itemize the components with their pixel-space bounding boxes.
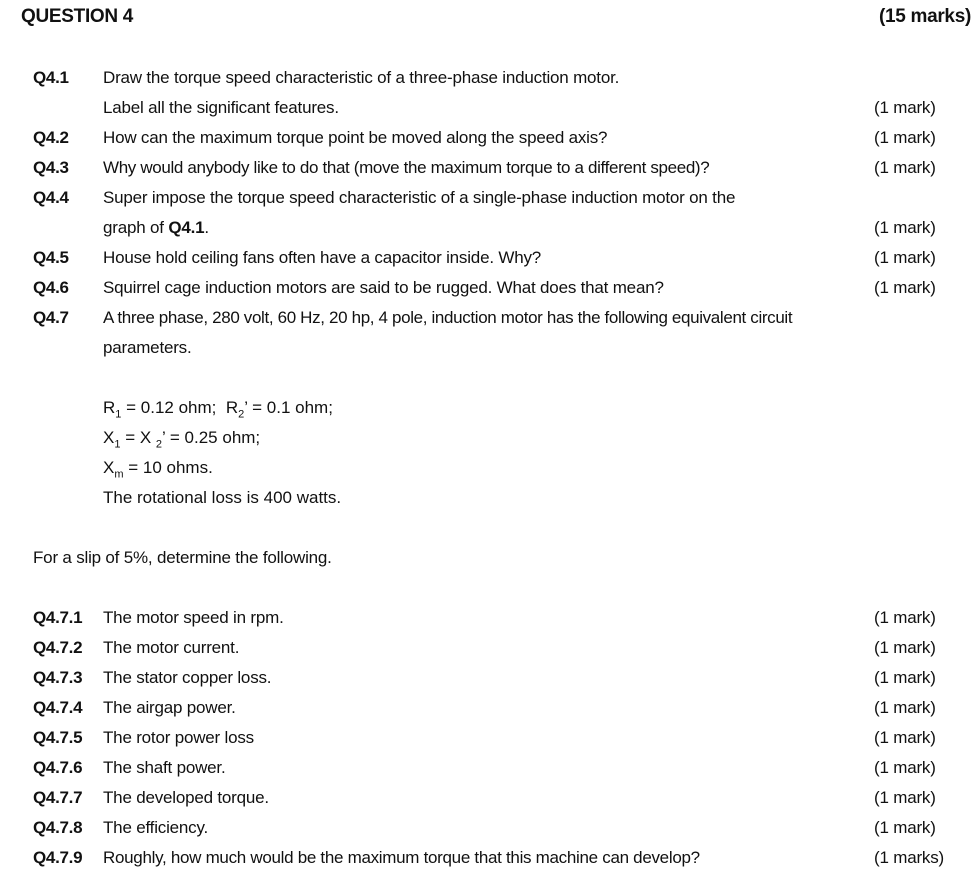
subquestion-mark: (1 mark) bbox=[874, 788, 936, 807]
x2-value: ’ = 0.25 ohm; bbox=[162, 428, 261, 447]
x1-symbol: X bbox=[103, 428, 115, 447]
subquestion-mark: (1 marks) bbox=[874, 848, 944, 867]
question-reference: Q4.1 bbox=[168, 218, 205, 237]
question-text: Why would anybody like to do that (move the maximum torque to a different speed)? bbox=[103, 158, 710, 177]
subquestion-number: Q4.7.9 bbox=[33, 848, 83, 867]
question-title: QUESTION 4 bbox=[21, 6, 134, 27]
subquestion-mark: (1 mark) bbox=[874, 638, 936, 657]
question-number: Q4.1 bbox=[33, 68, 69, 87]
subquestion-number: Q4.7.4 bbox=[33, 698, 83, 717]
subquestion-text: The motor speed in rpm. bbox=[103, 608, 284, 627]
question-mark: (1 mark) bbox=[874, 98, 936, 117]
subquestion-number: Q4.7.8 bbox=[33, 818, 83, 837]
r2-subscript: 2 bbox=[238, 408, 245, 421]
subquestion-mark: (1 mark) bbox=[874, 608, 936, 627]
question-number: Q4.5 bbox=[33, 248, 69, 267]
question-text: How can the maximum torque point be moved along the speed axis? bbox=[103, 128, 608, 147]
subquestion-number: Q4.7.6 bbox=[33, 758, 83, 777]
subquestion-mark: (1 mark) bbox=[874, 728, 936, 747]
question-text: Draw the torque speed characteristic of a three-phase induction motor. bbox=[103, 68, 620, 87]
subquestion-number: Q4.7.2 bbox=[33, 638, 83, 657]
subquestion-text: Roughly, how much would be the maximum torque that this machine can develop? bbox=[103, 848, 700, 867]
question-number: Q4.4 bbox=[33, 188, 69, 207]
question-number: Q4.7 bbox=[33, 308, 69, 327]
x-equals: = X bbox=[120, 428, 156, 447]
subquestion-text: The stator copper loss. bbox=[103, 668, 272, 687]
question-mark: (1 mark) bbox=[874, 218, 936, 237]
r1-symbol: R bbox=[103, 398, 116, 417]
subquestion-number: Q4.7.5 bbox=[33, 728, 83, 747]
question-text: House hold ceiling fans often have a capacitor inside. Why? bbox=[103, 248, 542, 267]
xm-value: = 10 ohms. bbox=[123, 458, 213, 477]
question-text-continued bbox=[103, 213, 209, 243]
subquestion-number: Q4.7.7 bbox=[33, 788, 83, 807]
subquestion-text: The rotor power loss bbox=[103, 728, 254, 747]
question-text: Squirrel cage induction motors are said to be rugged. What does that mean? bbox=[103, 278, 664, 297]
question-text-continued: Label all the significant features. bbox=[103, 98, 339, 117]
xm-symbol: X bbox=[103, 458, 115, 477]
question-mark: (1 mark) bbox=[874, 278, 936, 297]
subquestion-text: The airgap power. bbox=[103, 698, 236, 717]
slip-intro: For a slip of 5%, determine the following. bbox=[33, 548, 332, 567]
text-prefix: graph of bbox=[103, 218, 169, 237]
xm-subscript: m bbox=[114, 468, 124, 481]
r1-value: = 0.12 ohm; bbox=[121, 398, 226, 417]
subquestion-text: The developed torque. bbox=[103, 788, 269, 807]
rotational-loss: The rotational loss is 400 watts. bbox=[103, 488, 342, 507]
question-header bbox=[0, 0, 979, 36]
question-mark: (1 mark) bbox=[874, 158, 936, 177]
subquestion-text: The shaft power. bbox=[103, 758, 226, 777]
text-suffix: . bbox=[204, 218, 209, 237]
r2-value: ’ = 0.1 ohm; bbox=[244, 398, 333, 417]
subquestion-mark: (1 mark) bbox=[874, 668, 936, 687]
subquestion-mark: (1 mark) bbox=[874, 758, 936, 777]
subquestion-mark: (1 mark) bbox=[874, 698, 936, 717]
question-text-continued: parameters. bbox=[103, 338, 192, 357]
subquestion-text: The motor current. bbox=[103, 638, 240, 657]
question-number: Q4.6 bbox=[33, 278, 69, 297]
x2-subscript: 2 bbox=[155, 438, 163, 451]
subquestion-number: Q4.7.1 bbox=[33, 608, 83, 627]
subquestion-text: The efficiency. bbox=[103, 818, 209, 837]
question-text: Super impose the torque speed characteristic of a single-phase induction motor on the bbox=[103, 188, 736, 207]
x1-subscript: 1 bbox=[114, 438, 121, 451]
total-marks: (15 marks) bbox=[878, 6, 971, 27]
r2-symbol: R bbox=[225, 398, 239, 417]
subquestion-mark: (1 mark) bbox=[874, 818, 936, 837]
question-number: Q4.3 bbox=[33, 158, 69, 177]
r1-subscript: 1 bbox=[115, 408, 122, 421]
subquestion-number: Q4.7.3 bbox=[33, 668, 83, 687]
question-number: Q4.2 bbox=[33, 128, 69, 147]
question-mark: (1 mark) bbox=[874, 128, 936, 147]
question-mark: (1 mark) bbox=[874, 248, 936, 267]
question-text: A three phase, 280 volt, 60 Hz, 20 hp, 4 pole, induction motor has the following equivalent circuit bbox=[103, 308, 793, 327]
